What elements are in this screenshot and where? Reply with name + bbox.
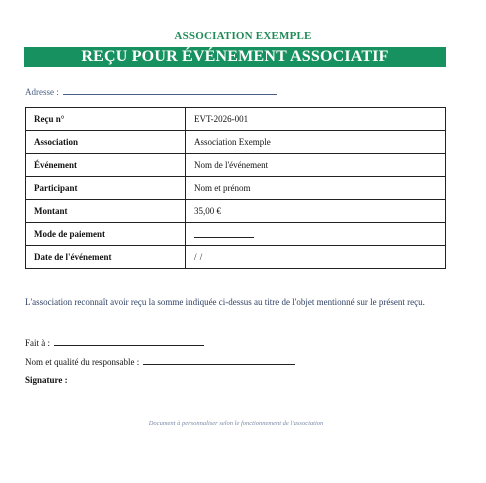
- row-value-event-date[interactable]: / /: [186, 246, 446, 269]
- table-row: [26, 131, 446, 154]
- footnote: Document à personnaliser selon le fonctionnement de l'association: [148, 420, 324, 427]
- row-label-association: Association: [26, 131, 186, 154]
- row-value-association: Association Exemple: [186, 131, 446, 154]
- row-label-receipt-number: Reçu n°: [26, 108, 186, 131]
- row-label-payment-method: Mode de paiement: [26, 223, 186, 246]
- address-label: Adresse :: [25, 87, 59, 97]
- place-field: [25, 337, 204, 348]
- table-row: [26, 154, 446, 177]
- responsible-blank-line[interactable]: [143, 356, 295, 365]
- row-label-event: Événement: [26, 154, 186, 177]
- row-value-event: Nom de l'événement: [186, 154, 446, 177]
- address-blank-line[interactable]: [63, 86, 277, 95]
- row-value-receipt-number: EVT-2026-001: [186, 108, 446, 131]
- row-value-payment-method: [186, 223, 446, 246]
- table-row: [26, 108, 446, 131]
- table-row: [26, 223, 446, 246]
- receipt-title-banner: REÇU POUR ÉVÉNEMENT ASSOCIATIF: [24, 47, 446, 67]
- row-value-participant: Nom et prénom: [186, 177, 446, 200]
- table-row: [26, 246, 446, 269]
- row-value-amount: 35,00 €: [186, 200, 446, 223]
- place-blank-line[interactable]: [54, 337, 204, 346]
- signature-label: Signature :: [25, 375, 68, 385]
- row-label-amount: Montant: [26, 200, 186, 223]
- place-label: Fait à :: [25, 338, 50, 348]
- responsible-field: [25, 356, 295, 367]
- payment-method-blank-line[interactable]: [194, 229, 254, 238]
- signature-field: [25, 375, 68, 385]
- acknowledgement-statement: L'association reconnaît avoir reçu la somme indiquée ci-dessus au titre de l'objet mentionné sur le présent reçu.: [25, 297, 425, 307]
- row-label-participant: Participant: [26, 177, 186, 200]
- receipt-details-table: [25, 107, 446, 269]
- responsible-label: Nom et qualité du responsable :: [25, 357, 140, 367]
- table-row: [26, 200, 446, 223]
- address-field: [25, 86, 277, 97]
- row-label-event-date: Date de l'événement: [26, 246, 186, 269]
- table-row: [26, 177, 446, 200]
- organization-name: ASSOCIATION EXEMPLE: [174, 30, 312, 42]
